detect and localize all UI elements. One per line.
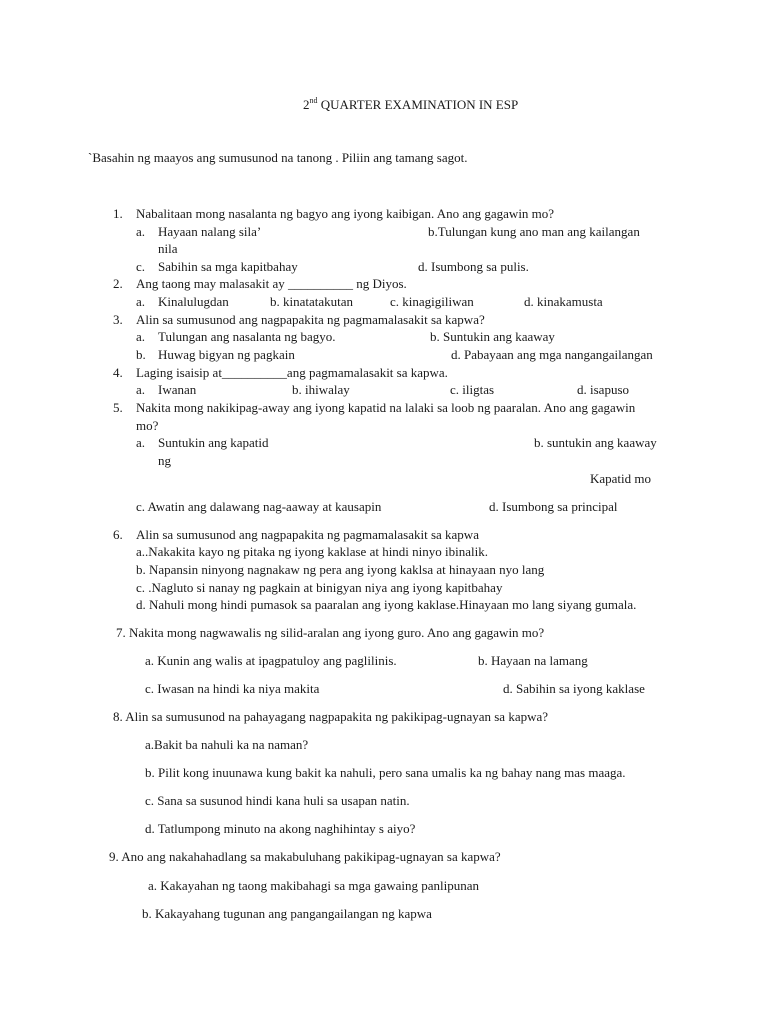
q4-option-c: c. iligtas — [450, 382, 495, 397]
q3-option-a: Tulungan ang nasalanta ng bagyo. — [158, 329, 336, 344]
q9-text: 9. Ano ang nakahahadlang sa makabuluhang pakikipag-ugnayan sa kapwa? — [109, 849, 501, 864]
q5-option-a-cont: ng — [158, 453, 171, 468]
q5-text-cont: mo? — [136, 418, 159, 433]
q2-option-d: d. kinakamusta — [524, 294, 603, 309]
q1-option-a-letter: a. — [136, 224, 146, 239]
q1-option-b: b.Tulungan kung ano man ang kailangan — [428, 224, 640, 239]
q3-text: Alin sa sumusunod ang nagpapakita ng pagmamalasakit sa kapwa? — [136, 312, 485, 327]
q1-option-d: d. Isumbong sa pulis. — [418, 259, 529, 274]
q8-option-c: c. Sana sa susunod hindi kana huli sa usapan natin. — [145, 793, 410, 808]
q4-text: Laging isaisip at__________ang pagmamalasakit sa kapwa. — [136, 365, 448, 380]
q6-option-a: a..Nakakita kayo ng pitaka ng iyong kaklase at hindi ninyo ibinalik. — [136, 544, 489, 559]
q6-option-c: c. .Nagluto si nanay ng pagkain at binigyan niya ang iyong kapitbahay — [136, 580, 503, 595]
q7-option-a: a. Kunin ang walis at ipagpatuloy ang paglilinis. — [145, 653, 397, 668]
q1-option-c-letter: c. — [136, 259, 146, 274]
q5-option-d: d. Isumbong sa principal — [489, 499, 618, 514]
q2-text: Ang taong may malasakit ay __________ ng Diyos. — [136, 276, 407, 291]
q6-number: 6. — [113, 527, 123, 542]
page-title: 2nd QUARTER EXAMINATION IN ESP — [303, 96, 519, 112]
q4-option-a: Iwanan — [158, 382, 197, 397]
instructions: `Basahin ng maayos ang sumusunod na tanong . Piliin ang tamang sagot. — [88, 150, 468, 165]
q6-text: Alin sa sumusunod ang nagpapakita ng pagmamalasakit sa kapwa — [136, 527, 479, 542]
q1-option-c: Sabihin sa mga kapitbahay — [158, 259, 298, 274]
q8-option-b: b. Pilit kong inuunawa kung bakit ka nahuli, pero sana umalis ka ng bahay nang mas maaga. — [145, 765, 626, 780]
q3-option-d: d. Pabayaan ang mga nangangailangan — [451, 347, 653, 362]
q9-option-b: b. Kakayahang tugunan ang pangangailangan ng kapwa — [142, 906, 432, 921]
q3-option-a-letter: a. — [136, 329, 146, 344]
q1-text: Nabalitaan mong nasalanta ng bagyo ang iyong kaibigan. Ano ang gagawin mo? — [136, 206, 555, 221]
q5-option-b-cont: Kapatid mo — [590, 471, 652, 486]
q5-option-a: Suntukin ang kapatid — [158, 435, 269, 450]
q2-option-a-letter: a. — [136, 294, 146, 309]
q3-option-b2: Huwag bigyan ng pagkain — [158, 347, 295, 362]
q5-option-c: c. Awatin ang dalawang nag-aaway at kausapin — [136, 499, 382, 514]
q7-option-b: b. Hayaan na lamang — [478, 653, 588, 668]
q9-option-a: a. Kakayahan ng taong makibahagi sa mga gawaing panlipunan — [148, 878, 480, 893]
q5-option-b: b. suntukin ang kaaway — [534, 435, 657, 450]
q3-option-b: b. Suntukin ang kaaway — [430, 329, 555, 344]
q5-option-a-letter: a. — [136, 435, 146, 450]
q2-option-c: c. kinagigiliwan — [390, 294, 474, 309]
q1-option-a: Hayaan nalang sila’ — [158, 224, 262, 239]
q8-option-a: a.Bakit ba nahuli ka na naman? — [145, 737, 309, 752]
q4-option-a-letter: a. — [136, 382, 146, 397]
q8-option-d: d. Tatlumpong minuto na akong naghihintay s aiyo? — [145, 821, 416, 836]
q7-option-d: d. Sabihin sa iyong kaklase — [503, 681, 645, 696]
q2-option-b: b. kinatatakutan — [270, 294, 354, 309]
q3-number: 3. — [113, 312, 123, 327]
q7-text: 7. Nakita mong nagwawalis ng silid-aralan ang iyong guro. Ano ang gagawin mo? — [116, 625, 545, 640]
q4-option-b: b. ihiwalay — [292, 382, 350, 397]
q1-number: 1. — [113, 206, 123, 221]
q8-text: 8. Alin sa sumusunod na pahayagang nagpapakita ng pakikipag-ugnayan sa kapwa? — [113, 709, 549, 724]
q2-option-a: Kinalulugdan — [158, 294, 229, 309]
q6-option-b: b. Napansin ninyong nagnakaw ng pera ang iyong kaklsa at hinayaan nyo lang — [136, 562, 545, 577]
q5-text: Nakita mong nakikipag-away ang iyong kapatid na lalaki sa loob ng paaralan. Ano ang gagawin — [136, 400, 636, 415]
q2-number: 2. — [113, 276, 123, 291]
q3-option-b2-letter: b. — [136, 347, 146, 362]
q1-option-b-cont: nila — [158, 241, 178, 256]
q4-number: 4. — [113, 365, 123, 380]
q7-option-c: c. Iwasan na hindi ka niya makita — [145, 681, 320, 696]
q6-option-d: d. Nahuli mong hindi pumasok sa paaralan ang iyong kaklase.Hinayaan mo lang siyang gumala. — [136, 597, 637, 612]
q5-number: 5. — [113, 400, 123, 415]
q4-option-d: d. isapuso — [577, 382, 629, 397]
